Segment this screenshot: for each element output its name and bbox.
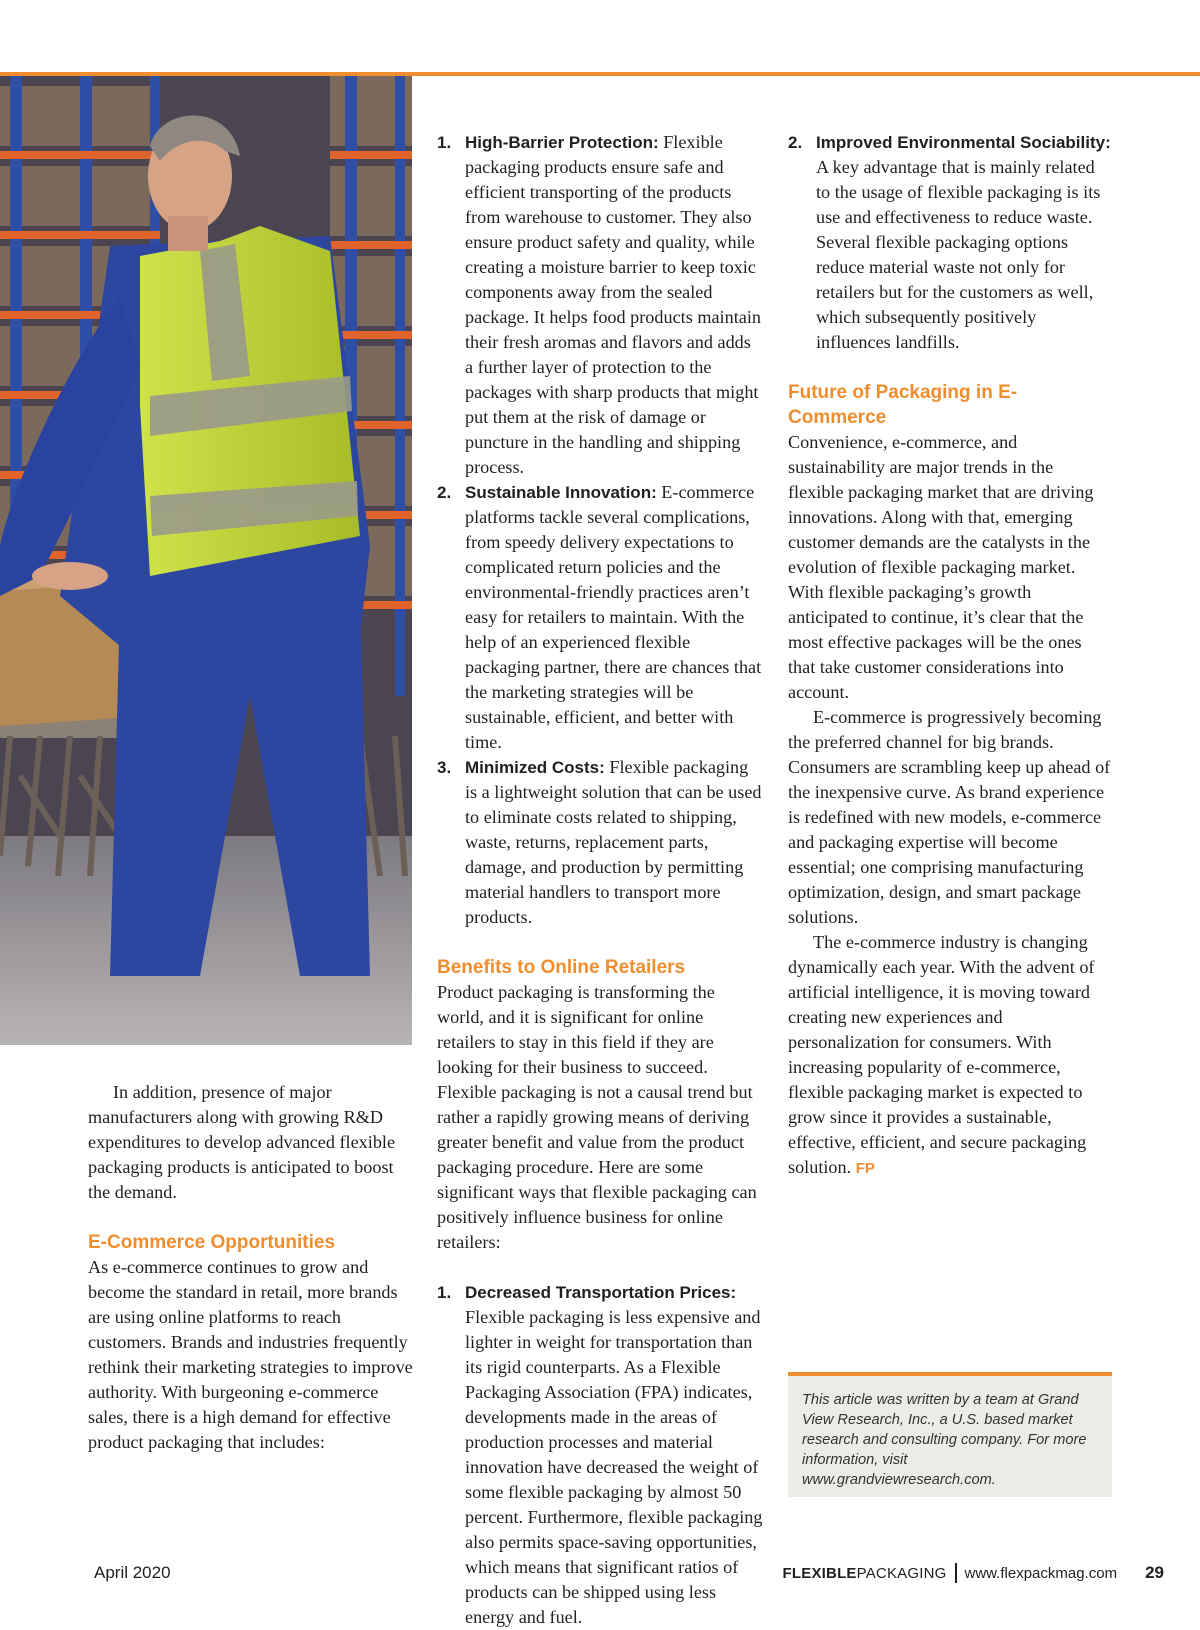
list-item-lead: Decreased Transportation Prices: — [465, 1283, 737, 1302]
future-paragraph-3 — [788, 930, 1113, 1181]
list-item — [437, 130, 763, 480]
list-item — [437, 480, 763, 755]
warehouse-worker-photo — [0, 76, 412, 1045]
future-heading: Future of Packaging in E-Commerce — [788, 382, 1018, 428]
footer-brand — [783, 1563, 1164, 1583]
column-1 — [88, 1080, 416, 1455]
list-item-lead: Improved Environmental Sociability: — [816, 133, 1111, 152]
list-number: 1. — [437, 1283, 452, 1302]
end-mark: FP — [855, 1160, 875, 1177]
list-item — [437, 755, 763, 930]
footer-date: April 2020 — [94, 1563, 171, 1582]
brand-bold: FLEXIBLE — [782, 1564, 857, 1582]
list-item-text: A key advantage that is mainly related to the usage of flexible packaging is its use and effectiveness to reduce waste. Several flexible packaging options reduce material waste not only for retailers but for the customers as well, which subsequently positively influences landfills. — [816, 157, 1101, 352]
brand-regular: PACKAGING — [856, 1564, 947, 1582]
list-item-lead: Sustainable Innovation: — [465, 483, 657, 502]
retailer-benefits-list-continued — [788, 130, 1113, 355]
footer-divider — [955, 1563, 957, 1583]
column-2 — [437, 130, 763, 1630]
benefits-paragraph: Product packaging is transforming the world, and it is significant for online retailers to stay in this field if they are looking for their business to succeed. Flexible packaging is not a causal trend but rather a rapidly growing means of deriving greater benefit and value from the product packaging procedure. Here are some significant ways that flexible packaging can positively influence business for online retailers: — [437, 982, 757, 1252]
list-number: 2. — [437, 483, 452, 502]
list-item-text: Flexible packaging products ensure safe and efficient transporting of the products from warehouse to customer. They also ensure product safety and quality, while creating a moisture barrier to keep toxic components away from the sealed package. It helps food products maintain their fresh aromas and flavors and adds a further layer of protection to the packages with sharp products that might put them at the risk of damage or puncture in the handling and shipping process. — [465, 132, 761, 477]
benefits-heading: Benefits to Online Retailers — [437, 957, 686, 978]
list-item-lead: Minimized Costs: — [465, 758, 605, 777]
list-item-text: E-commerce platforms tackle several complications, from speedy delivery expectations to complicated return policies and the environmental-friendly practices aren’t easy for retailers to maintain. With the help of an experienced flexible packaging partner, there are chances that the marketing strategies will be sustainable, efficient, and better with time. — [465, 482, 762, 752]
list-number: 2. — [788, 133, 803, 152]
list-item — [437, 1280, 763, 1630]
future-paragraph-3-text: The e-commerce industry is changing dynamically each year. With the advent of artificial intelligence, it is moving toward creating new experiences and personalization for consumers. With increasing popularity of e-commerce, flexible packaging market is expected to grow since it provides a sustainable, effective, efficient, and secure packaging solution. — [788, 932, 1095, 1177]
author-note-box — [788, 1372, 1112, 1497]
packaging-benefits-list — [437, 130, 763, 930]
list-item-text: Flexible packaging is a lightweight solution that can be used to eliminate costs related to shipping, waste, returns, replacement parts, damage, and production by permitting material handlers to transport more products. — [465, 757, 762, 927]
list-item-lead: High-Barrier Protection: — [465, 133, 659, 152]
ecommerce-opportunities-paragraph: As e-commerce continues to grow and become the standard in retail, more brands are using online platforms to reach customers. Brands and industries frequently rethink their marketing strategies to improve authority. With burgeoning e-commerce sales, there is a high demand for effective product packaging that includes: — [88, 1257, 413, 1452]
intro-paragraph: In addition, presence of major manufacturers along with growing R&D expenditures to develop advanced flexible packaging products is anticipated to boost the demand. — [88, 1082, 396, 1202]
footer-url[interactable]: www.flexpackmag.com — [964, 1564, 1118, 1582]
author-note-text: This article was written by a team at Grand View Research, Inc., a U.S. based market research and consulting company. For more information, visit www.grandviewresearch.com. — [802, 1392, 1087, 1488]
ecommerce-opportunities-heading: E-Commerce Opportunities — [88, 1232, 336, 1253]
future-paragraph-2: E-commerce is progressively becoming the preferred channel for big brands. Consumers are scrambling keep up ahead of the inexpensive curve. As brand experience is redefined with new models, e-commerce and packaging expertise will become essential; one comprising manufacturing optimization, design, and smart package solutions. — [788, 707, 1111, 927]
list-item-text: Flexible packaging is less expensive and lighter in weight for transportation than its rigid counterparts. As a Flexible Packaging Association (FPA) indicates, developments made in the areas of production processes and material innovation have decreased the weight of some flexible packaging by almost 50 percent. Furthermore, flexible packaging also permits space-saving opportunities, which means that significant ratios of products can be shipped using less energy and fuel. — [465, 1307, 763, 1627]
page-number: 29 — [1145, 1563, 1164, 1582]
column-3 — [788, 130, 1113, 1181]
future-paragraph-1: Convenience, e-commerce, and sustainability are major trends in the flexible packaging market that are driving innovations. Along with that, emerging customer demands are the catalysts in the evolution of flexible packaging market. With flexible packaging’s growth anticipated to continue, it’s clear that the most effective packages will be the ones that take customer considerations into account. — [788, 432, 1094, 702]
list-item — [788, 130, 1113, 355]
list-number: 3. — [437, 758, 452, 777]
retailer-benefits-list — [437, 1280, 763, 1630]
list-number: 1. — [437, 133, 452, 152]
